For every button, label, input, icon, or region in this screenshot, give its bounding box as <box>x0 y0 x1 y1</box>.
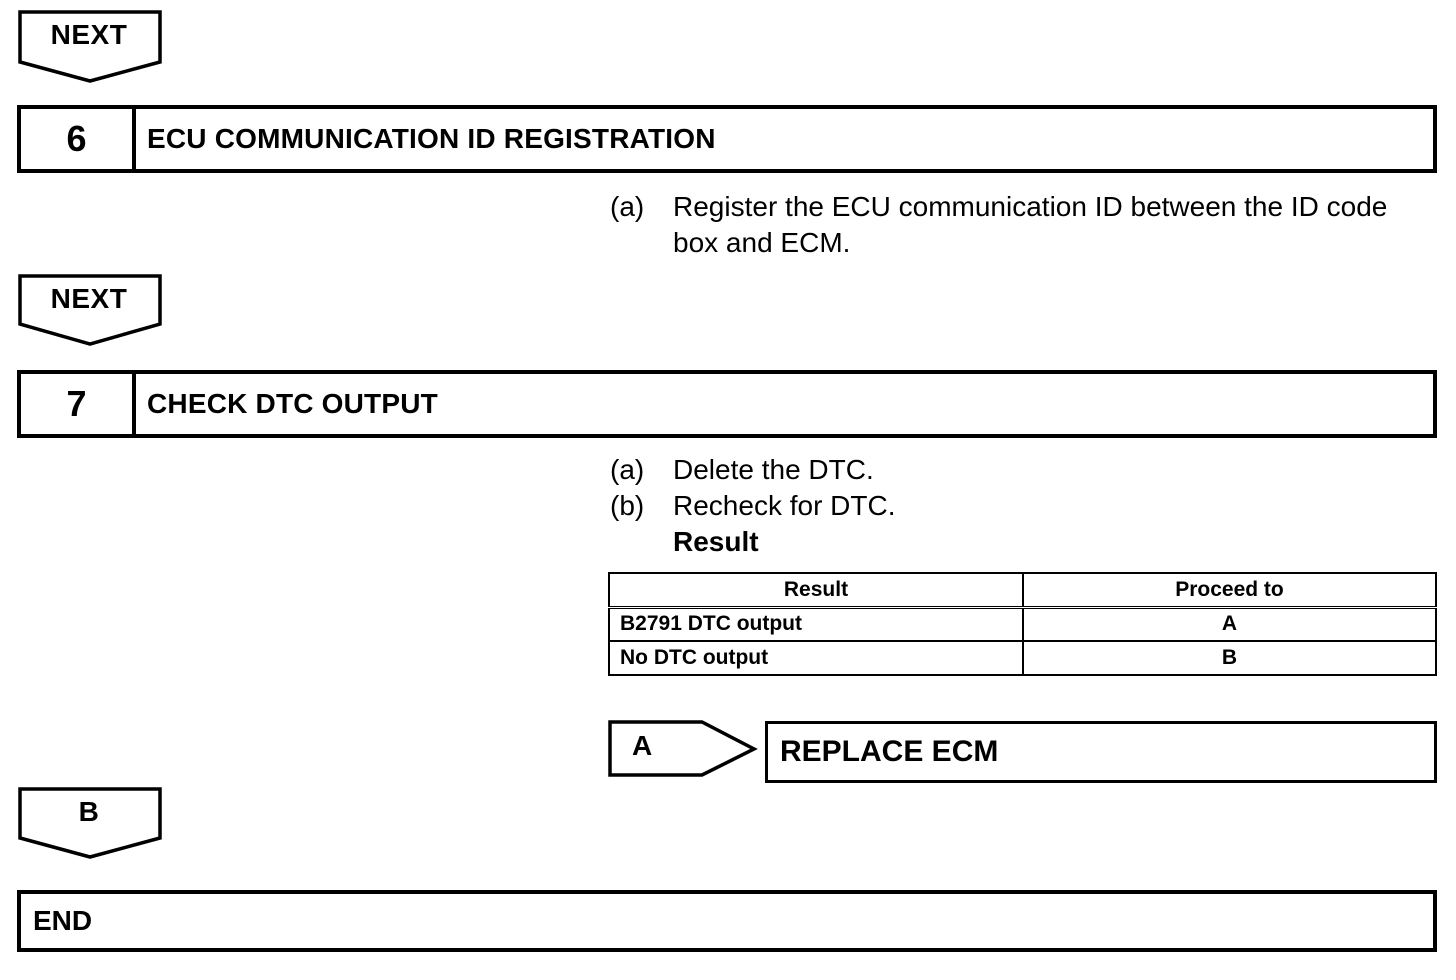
right-arrow-icon <box>608 720 758 778</box>
next-label-2: NEXT <box>50 283 128 314</box>
instruction-text: Recheck for DTC. <box>673 490 896 521</box>
table-header-row <box>609 573 1436 607</box>
result-heading: Result <box>673 526 759 557</box>
table-cell: B <box>1023 641 1436 675</box>
next-arrow-1 <box>18 10 164 84</box>
table-cell: B2791 DTC output <box>609 607 1023 641</box>
instruction-mark: (b) <box>610 490 645 521</box>
table-header: Proceed to <box>1023 573 1436 607</box>
step-7-header <box>17 370 1437 438</box>
step-6-header <box>17 105 1437 173</box>
table-header: Result <box>609 573 1023 607</box>
replace-ecm-box: REPLACE ECM <box>765 721 1437 783</box>
step-7-title: CHECK DTC OUTPUT <box>147 388 438 419</box>
next-arrow-2 <box>18 274 164 348</box>
instruction-mark: (a) <box>610 454 645 485</box>
branch-b-arrow <box>18 787 164 861</box>
end-box: END <box>17 890 1437 952</box>
instruction-mark: (a) <box>610 191 645 222</box>
step-6-title: ECU COMMUNICATION ID REGISTRATION <box>147 123 716 154</box>
step-7-number: 7 <box>21 374 136 434</box>
instruction-text: Delete the DTC. <box>673 454 874 485</box>
instruction-text: Register the ECU communication ID between the ID code box and ECM. <box>673 191 1388 258</box>
branch-a-arrow <box>608 720 758 778</box>
table-cell: A <box>1023 607 1436 641</box>
step-6-number: 6 <box>21 109 136 169</box>
branch-a-label: A <box>632 730 653 761</box>
next-label-1: NEXT <box>50 19 128 50</box>
branch-b-label: B <box>78 796 100 827</box>
table-row <box>609 641 1436 675</box>
table-cell: No DTC output <box>609 641 1023 675</box>
result-table <box>608 572 1437 676</box>
table-row <box>609 607 1436 641</box>
